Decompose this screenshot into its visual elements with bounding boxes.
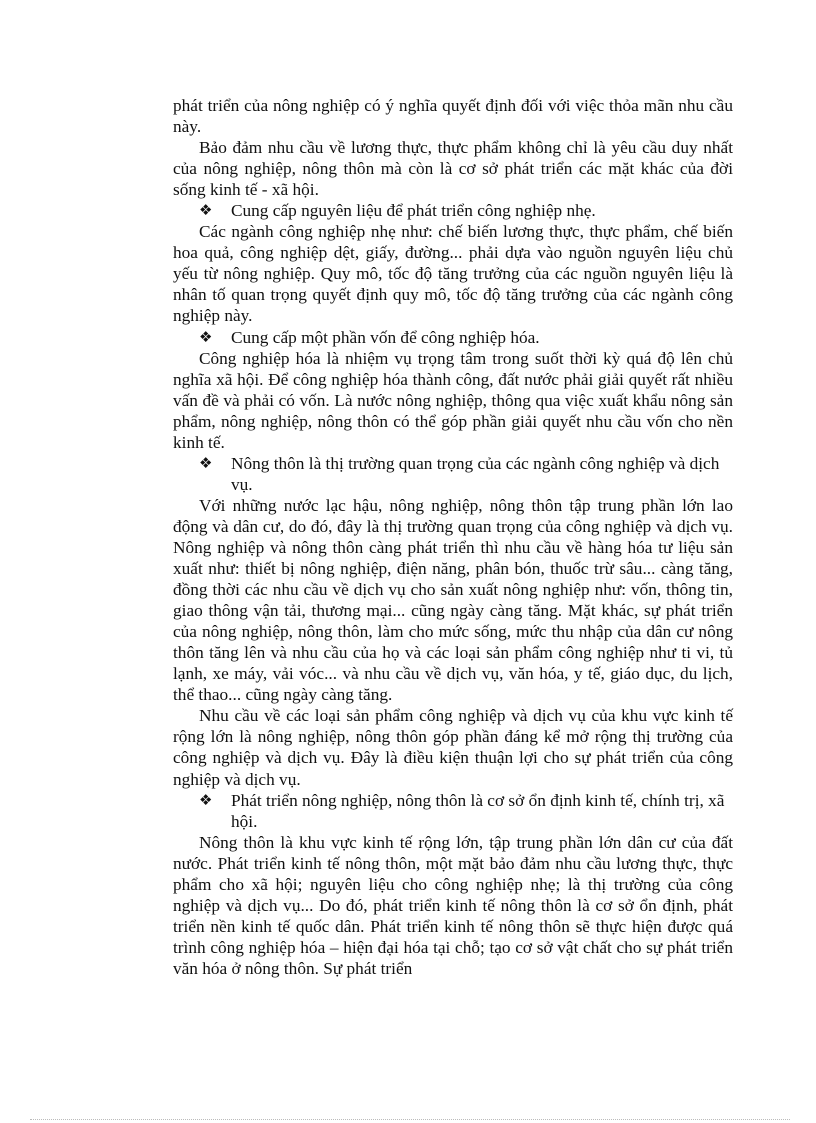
document-body (173, 95, 733, 979)
paragraph-intro: phát triển của nông nghiệp có ý nghĩa quyết định đối với việc thỏa mãn nhu cầu này. (173, 96, 733, 137)
bullet-raw-materials (173, 200, 733, 221)
paragraph-demand: Nhu cầu về các loại sản phẩm công nghiệp và dịch vụ của khu vực kinh tế rộng lớn là nông nghiệp, nông thôn góp phần đáng kể mở rộng thị trường của công nghiệp và dịch vụ. Đây là điều kiện thuận lợi cho sự phát triển của công nghiệp và dịch vụ. (173, 706, 733, 789)
bullet-text: Cung cấp một phần vốn để công nghiệp hóa. (231, 327, 540, 347)
bullet-text: Cung cấp nguyên liệu để phát triển công nghiệp nhẹ. (231, 201, 596, 221)
bullet-capital (173, 327, 733, 348)
paragraph-raw-materials: Các ngành công nghiệp nhẹ như: chế biến lương thực, thực phẩm, chế biến hoa quả, công nghiệp dệt, giấy, đường... phải dựa vào nguồn nguyên liệu chủ yếu từ nông nghiệp. Quy mô, tốc độ tăng trưởng của các nguồn nguyên liệu là nhân tố quan trọng quyết định quy mô, tốc độ tăng trưởng của các ngành công nghiệp này. (173, 222, 733, 326)
bullet-market (173, 453, 733, 495)
page-bottom-divider (30, 1119, 790, 1120)
paragraph-capital: Công nghiệp hóa là nhiệm vụ trọng tâm trong suốt thời kỳ quá độ lên chủ nghĩa xã hội. Để công nghiệp hóa thành công, đất nước phải giải quyết rất nhiều vấn đề và phải có vốn. Là nước nông nghiệp, thông qua việc xuất khẩu nông sản phẩm, nông nghiệp, nông thôn có thể góp phần giải quyết nhu cầu vốn cho nền kinh tế. (173, 348, 733, 452)
bullet-stability (173, 790, 733, 832)
bullet-text: Phát triển nông nghiệp, nông thôn là cơ sở ổn định kinh tế, chính trị, xã hội. (231, 790, 725, 831)
paragraph-stability: Nông thôn là khu vực kinh tế rộng lớn, tập trung phần lớn dân cư của đất nước. Phát triển kinh tế nông thôn, một mặt bảo đảm nhu cầu lương thực, thực phẩm cho xã hội; nguyên liệu cho công nghiệp nhẹ; là thị trường của công nghiệp và dịch vụ... Do đó, phát triển kinh tế nông thôn là cơ sở ổn định, phát triển nền kinh tế quốc dân. Phát triển kinh tế nông thôn sẽ thực hiện được quá trình công nghiệp hóa – hiện đại hóa tại chỗ; tạo cơ sở vật chất cho sự phát triển văn hóa ở nông thôn. Sự phát triển (173, 832, 733, 978)
bullet-text: Nông thôn là thị trường quan trọng của các ngành công nghiệp và dịch vụ. (231, 453, 720, 494)
diamond-bullet-icon: ❖ (199, 201, 213, 220)
diamond-bullet-icon: ❖ (199, 327, 213, 346)
diamond-bullet-icon: ❖ (199, 453, 213, 472)
paragraph-market: Với những nước lạc hậu, nông nghiệp, nông thôn tập trung phần lớn lao động và dân cư, do đó, đây là thị trường quan trọng của công nghiệp và dịch vụ. Nông nghiệp và nông thôn càng phát triển thì nhu cầu về hàng hóa tư liệu sản xuất như: thiết bị nông nghiệp, điện năng, phân bón, thuốc trừ sâu... càng tăng, đồng thời các nhu cầu về dịch vụ cho sản xuất nông nghiệp như: vốn, thông tin, giao thông vận tải, thương mại... cũng ngày càng tăng. Mặt khác, sự phát triển của nông nghiệp, nông thôn, làm cho mức sống, mức thu nhập của dân cư nông thôn tăng lên và nhu cầu của họ và các loại sản phẩm công nghiệp như ti vi, tủ lạnh, xe máy, vải vóc... và nhu cầu về dịch vụ, văn hóa, y tế, giáo dục, du lịch, thể thao... cũng ngày càng tăng. (173, 495, 733, 705)
paragraph-food-security: Bảo đảm nhu cầu về lương thực, thực phẩm không chỉ là yêu cầu duy nhất của nông nghiệp, nông thôn mà còn là cơ sở phát triển các mặt khác của đời sống kinh tế - xã hội. (173, 138, 733, 200)
diamond-bullet-icon: ❖ (199, 790, 213, 809)
